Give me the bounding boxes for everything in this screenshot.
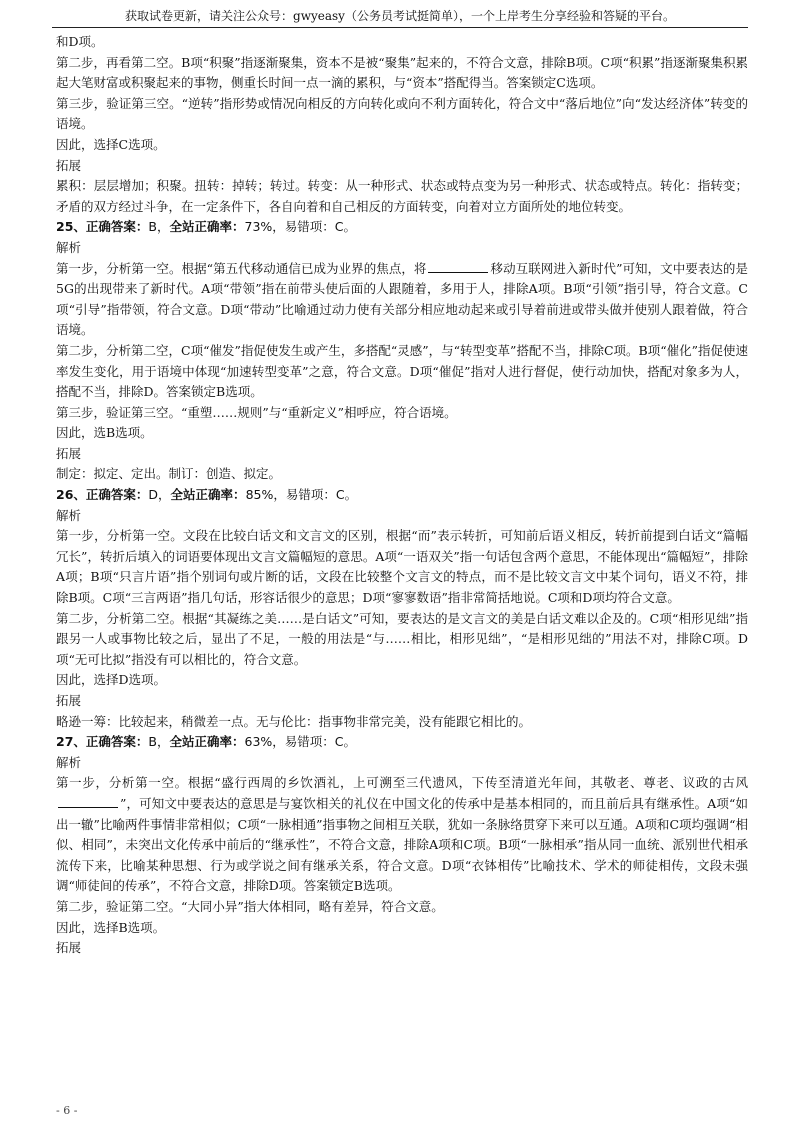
fill-blank (428, 260, 488, 273)
q26-step2: 第二步，分析第二空。根据“其凝练之美……是白话文”可知，要表达的是文言文的美是白话文难以企及的。C项“相形见绌”指跟另一人或事物比较之后，显出了不足，一般的用法是“与……相比，相形见绌”，“是相形见绌的”用法不对，排除C项。D项“无可比拟”指没有可以相比的，符合文意。 (56, 610, 748, 667)
q24-step2: 第二步，再看第二空。B项“积聚”指逐渐聚集，资本不是被“聚集”起来的，不符合文意，排除B项。C项“积累”指逐渐聚集积累起大笔财富或积聚起来的事物，侧重长时间一点一滴的累积，与“资本”搭配得当。答案锁定C选项。 (56, 54, 748, 91)
q27-answer: B， (148, 734, 170, 750)
q25-step2: 第二步，分析第二空，C项“催发”指促使发生或产生，多搭配“灵感”，与“转型变革”搭配不当，排除C项。B项“催化”指促使速率发生变化，用于语境中体现“加速转型变革”之意，符合文意。D项“催促”指对人进行督促，使行动加快，搭配对象多为人，搭配不当，排除D。答案锁定B选项。 (56, 342, 748, 400)
q27-rate-label: 全站正确率： (169, 734, 245, 750)
q26-step1: 第一步，分析第一空。文段在比较白话文和文言文的区别，根据“而”表示转折，可知前后语义相反，转折前提到白话文“篇幅冗长”，转折后填入的词语要体现出文言文篇幅短的意思。A项“一语双关”指一句话包含两个意思，不能体现出“篇幅短”，排除A项；B项“只言片语”指个别词句或片断的话，文段在比较整个文言文的特点，而不是比较文言文中某个词句，语义不符，排除B项。C项“三言两语”指几句话，形容话很少的意思；D项“寥寥数语”指非常简括地说。C项和D项均符合文意。 (56, 528, 748, 606)
q26-answer-line (56, 485, 748, 506)
q26-rate: 85%，易错项：C。 (245, 487, 358, 503)
q26-extension-title: 拓展 (56, 693, 82, 708)
q24-continuation: 和D项。 (56, 34, 104, 49)
q26-rate-label: 全站正确率： (170, 487, 246, 503)
q27-step1-part-b: ”，可知文中要表达的意思是与宴饮相关的礼仪在中国文化的传承中是基本相同的，而且前后具有继承性。A项“如出一辙”比喻两件事情非常相似；C项“一脉相通”指事物之间相互关联，犹如一条脉络贯穿下来可以互通。A项和C项均强调“相似、相同”，未突出文化传承中前后的“继承性”，不符合文意，排除A项和C项。B项“一脉相承”指从同一血统、派别世代相承流传下来，比喻某种思想、行为或学说之间有继承关系，符合文意。D项“衣钵相传”比喻技术、学术的师徒相传，文段未强调“师徒间的传承”，不符合文意，排除D项。答案锁定B选项。 (56, 795, 748, 894)
q25-step3: 第三步，验证第三空。“重塑……规则”与“重新定义”相呼应，符合语境。 (56, 404, 457, 420)
q25-rate-label: 全站正确率： (169, 219, 245, 235)
q25-answer: B， (148, 219, 170, 235)
q27-rate: 63%，易错项：C。 (244, 734, 357, 750)
q25-step1-part-b: 移动互联网进入新时代”可知，文中要表达的是5G的出现带来了新时代。A项“带领”指在前带头使后面的人跟随着，多用于人，排除A项。B项“引领”指引导，符合文意。C项“引导”指带领，符合文意。D项“带动”比喻通过动力使有关部分相应地动起来或引导着前进或带头做并使别人跟着做，符合语境。 (56, 260, 748, 338)
q25-rate: 73%，易错项：C。 (244, 219, 357, 235)
q27-answer-label: 27、正确答案： (56, 734, 149, 750)
q25-answer-line (56, 217, 748, 238)
q25-extension-title: 拓展 (56, 445, 82, 461)
q27-step2: 第二步，验证第二空。“大同小异”指大体相同，略有差异，符合文意。 (56, 898, 444, 914)
q24-extension-text: 累积：层层增加；积聚。扭转：掉转；转过。转变：从一种形式、状态或特点变为另一种形式、状态或特点。转化：指转变；矛盾的双方经过斗争，在一定条件下，各自向着和自己相反的方面转变，向着对立方面所处的地位转变。 (56, 178, 748, 214)
q26-answer: D， (148, 487, 171, 503)
q25-extension-text: 制定：拟定、定出。制订：创造、拟定。 (56, 466, 282, 482)
q25-step1 (56, 259, 748, 341)
q27-step1-part-a: 第一步，分析第一空。根据“盛行西周的乡饮酒礼，上可溯至三代遗风，下传至清道光年间，其敬老、尊老、议政的古风 (56, 775, 748, 791)
q24-conclusion: 因此，选择C选项。 (56, 136, 166, 152)
q26-analysis-title: 解析 (56, 507, 82, 523)
fill-blank (58, 795, 118, 808)
q25-answer-label: 25、正确答案： (56, 219, 149, 235)
q27-conclusion: 因此，选择B选项。 (56, 919, 166, 935)
q27-extension-title: 拓展 (56, 940, 82, 956)
page-header: 获取试卷更新，请关注公众号：gwyeasy（公务员考试挺简单），一个上岸考生分享经验和答疑的平台。 (125, 9, 675, 23)
page-number: - 6 - (56, 1104, 78, 1117)
q26-answer-label: 26、正确答案： (56, 487, 149, 503)
page-content (56, 32, 748, 959)
q27-analysis-title: 解析 (56, 754, 82, 770)
q26-conclusion: 因此，选择D选项。 (56, 672, 167, 688)
q24-extension-title: 拓展 (56, 157, 82, 173)
q25-step1-part-a: 第一步，分析第一空。根据“第五代移动通信已成为业界的焦点，将 (56, 260, 427, 276)
q25-conclusion: 因此，选B选项。 (56, 425, 153, 441)
header-rule (52, 27, 748, 28)
q26-extension-text: 略逊一筹：比较起来，稍微差一点。无与伦比：指事物非常完美，没有能跟它相比的。 (56, 713, 532, 729)
q27-answer-line (56, 732, 748, 753)
q27-step1 (56, 773, 748, 897)
q25-analysis-title: 解析 (56, 239, 82, 255)
q24-step3: 第三步，验证第三空。“逆转”指形势或情况向相反的方向转化或向不利方面转化，符合文中“落后地位”向“发达经济体”转变的语境。 (56, 95, 748, 132)
